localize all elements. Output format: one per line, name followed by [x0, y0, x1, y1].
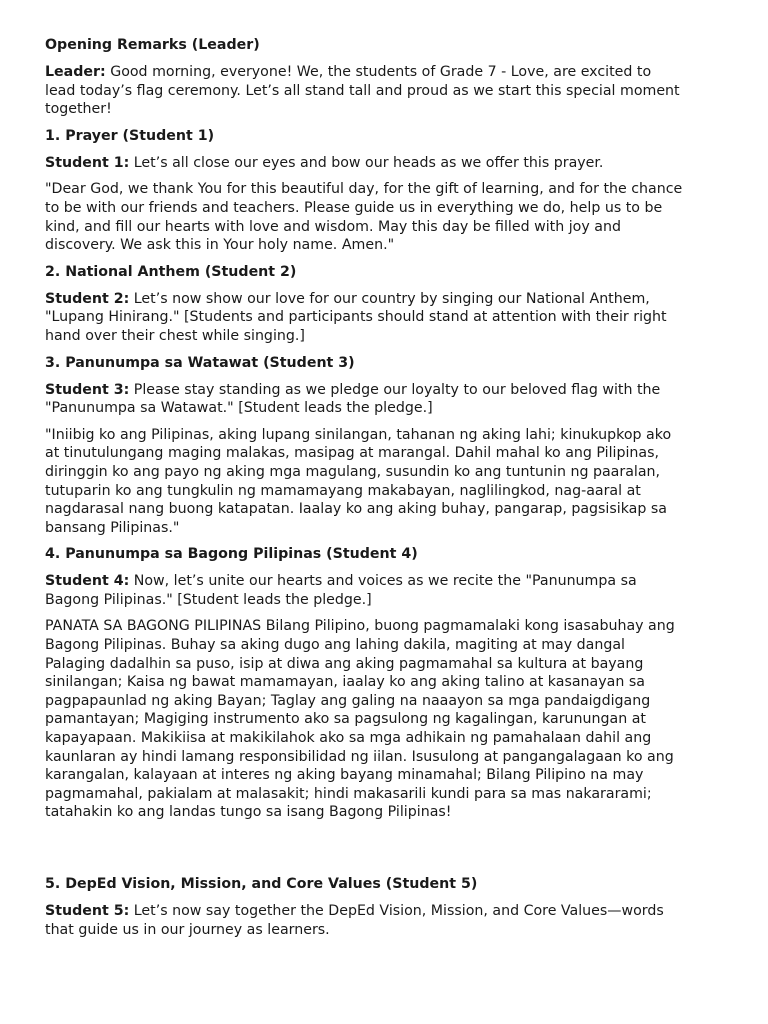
section-heading-prayer: 1. Prayer (Student 1)	[45, 127, 215, 144]
paragraph-panunumpa	[45, 381, 685, 418]
speaker-label: Student 3:	[45, 381, 130, 398]
bagong-pilipinas-pledge: PANATA SA BAGONG PILIPINAS Bilang Pilipino, buong pagmamalaki kong isasabuhay ang Bagong Pilipinas. Buhay sa aking dugo ang lahing dakila, magiting at may dangal Palaging dadalhin sa puso, isip at diwa ang aking pagmamahal sa kultura at bayang sinilangan; Kaisa ng bawat mamamayan, iaalay ko ang aking talino at kasanayan sa pagpapaunlad ng aking Bayan; Taglay ang galing na naaayon sa mga pandaigdigang pamantayan; Magiging instrumento ako sa pagsulong ng kagalingan, karunungan at kapayapaan. Makikiisa at makikilahok ako sa mga adhikain ng pamahalaan dahil ang kaunlaran ay hindi lamang responsibilidad ng iilan. Isusulong at pangangalagaan ko ang karangalan, kalayaan at interes ng aking bayang minamahal; Bilang Pilipino na may pagmamahal, pakialam at malasakit; hindi makasarili kundi para sa mas nakararami; tatahakin ko ang landas tungo sa isang Bagong Pilipinas!	[45, 618, 675, 821]
paragraph-prayer	[45, 154, 685, 173]
section-heading-opening: Opening Remarks (Leader)	[45, 37, 260, 53]
paragraph-text: Let’s now say together the DepEd Vision, Mission, and Core Values—words that guide us in our journey as learners.	[45, 903, 664, 938]
speaker-label: Student 5:	[45, 903, 130, 919]
document-page	[45, 36, 685, 947]
paragraph-text: Let’s now show our love for our country by singing our National Anthem, "Lupang Hinirang." [Students and participants should stand at attention with their right hand over their chest while singing.]	[45, 290, 667, 344]
paragraph-text: Let’s all close our eyes and bow our heads as we offer this prayer.	[129, 154, 604, 171]
speaker-label: Student 1:	[45, 154, 130, 171]
paragraph-deped	[45, 902, 685, 939]
paragraph-anthem	[45, 290, 685, 346]
speaker-label: Leader:	[45, 64, 106, 80]
blank-space	[45, 830, 685, 875]
panunumpa-quote: "Iniibig ko ang Pilipinas, aking lupang sinilangan, tahanan ng aking lahi; kinukupkop ako at tinutulungang maging malakas, masipag at marangal. Dahil mahal ko ang Pilipinas, diringgin ko ang payo ng aking mga magulang, susundin ko ang tuntunin ng paaralan, tutuparin ko ang tungkulin ng mamamayang makabayan, naglilingkod, nag-aaral at nagdarasal nang buong katapatan. Iaalay ko ang aking buhay, pangarap, pagsisikap sa bansang Pilipinas."	[45, 426, 672, 536]
section-heading-anthem: 2. National Anthem (Student 2)	[45, 263, 297, 280]
paragraph-text: Please stay standing as we pledge our loyalty to our beloved flag with the "Panunumpa sa Watawat." [Student leads the pledge.]	[45, 381, 661, 417]
paragraph-text: Now, let’s unite our hearts and voices as we recite the "Panunumpa sa Bagong Pilipinas." [Student leads the pledge.]	[45, 573, 637, 608]
section-heading-bagong: 4. Panunumpa sa Bagong Pilipinas (Student 4)	[45, 546, 418, 563]
prayer-quote: "Dear God, we thank You for this beautiful day, for the gift of learning, and for the chance to be with our friends and teachers. Please guide us in everything we do, help us to be kind, and fill our hearts with love and wisdom. May this day be filled with joy and discovery. We ask this in Your holy name. Amen."	[45, 181, 683, 254]
paragraph-opening	[45, 63, 685, 119]
speaker-label: Student 4:	[45, 573, 130, 590]
paragraph-text: Good morning, everyone! We, the students of Grade 7 - Love, are excited to lead today’s flag ceremony. Let’s all stand tall and proud as we start this special moment together!	[45, 64, 680, 118]
section-heading-deped: 5. DepEd Vision, Mission, and Core Values (Student 5)	[45, 876, 478, 892]
paragraph-bagong	[45, 572, 685, 609]
speaker-label: Student 2:	[45, 290, 130, 307]
section-heading-panunumpa: 3. Panunumpa sa Watawat (Student 3)	[45, 354, 355, 371]
